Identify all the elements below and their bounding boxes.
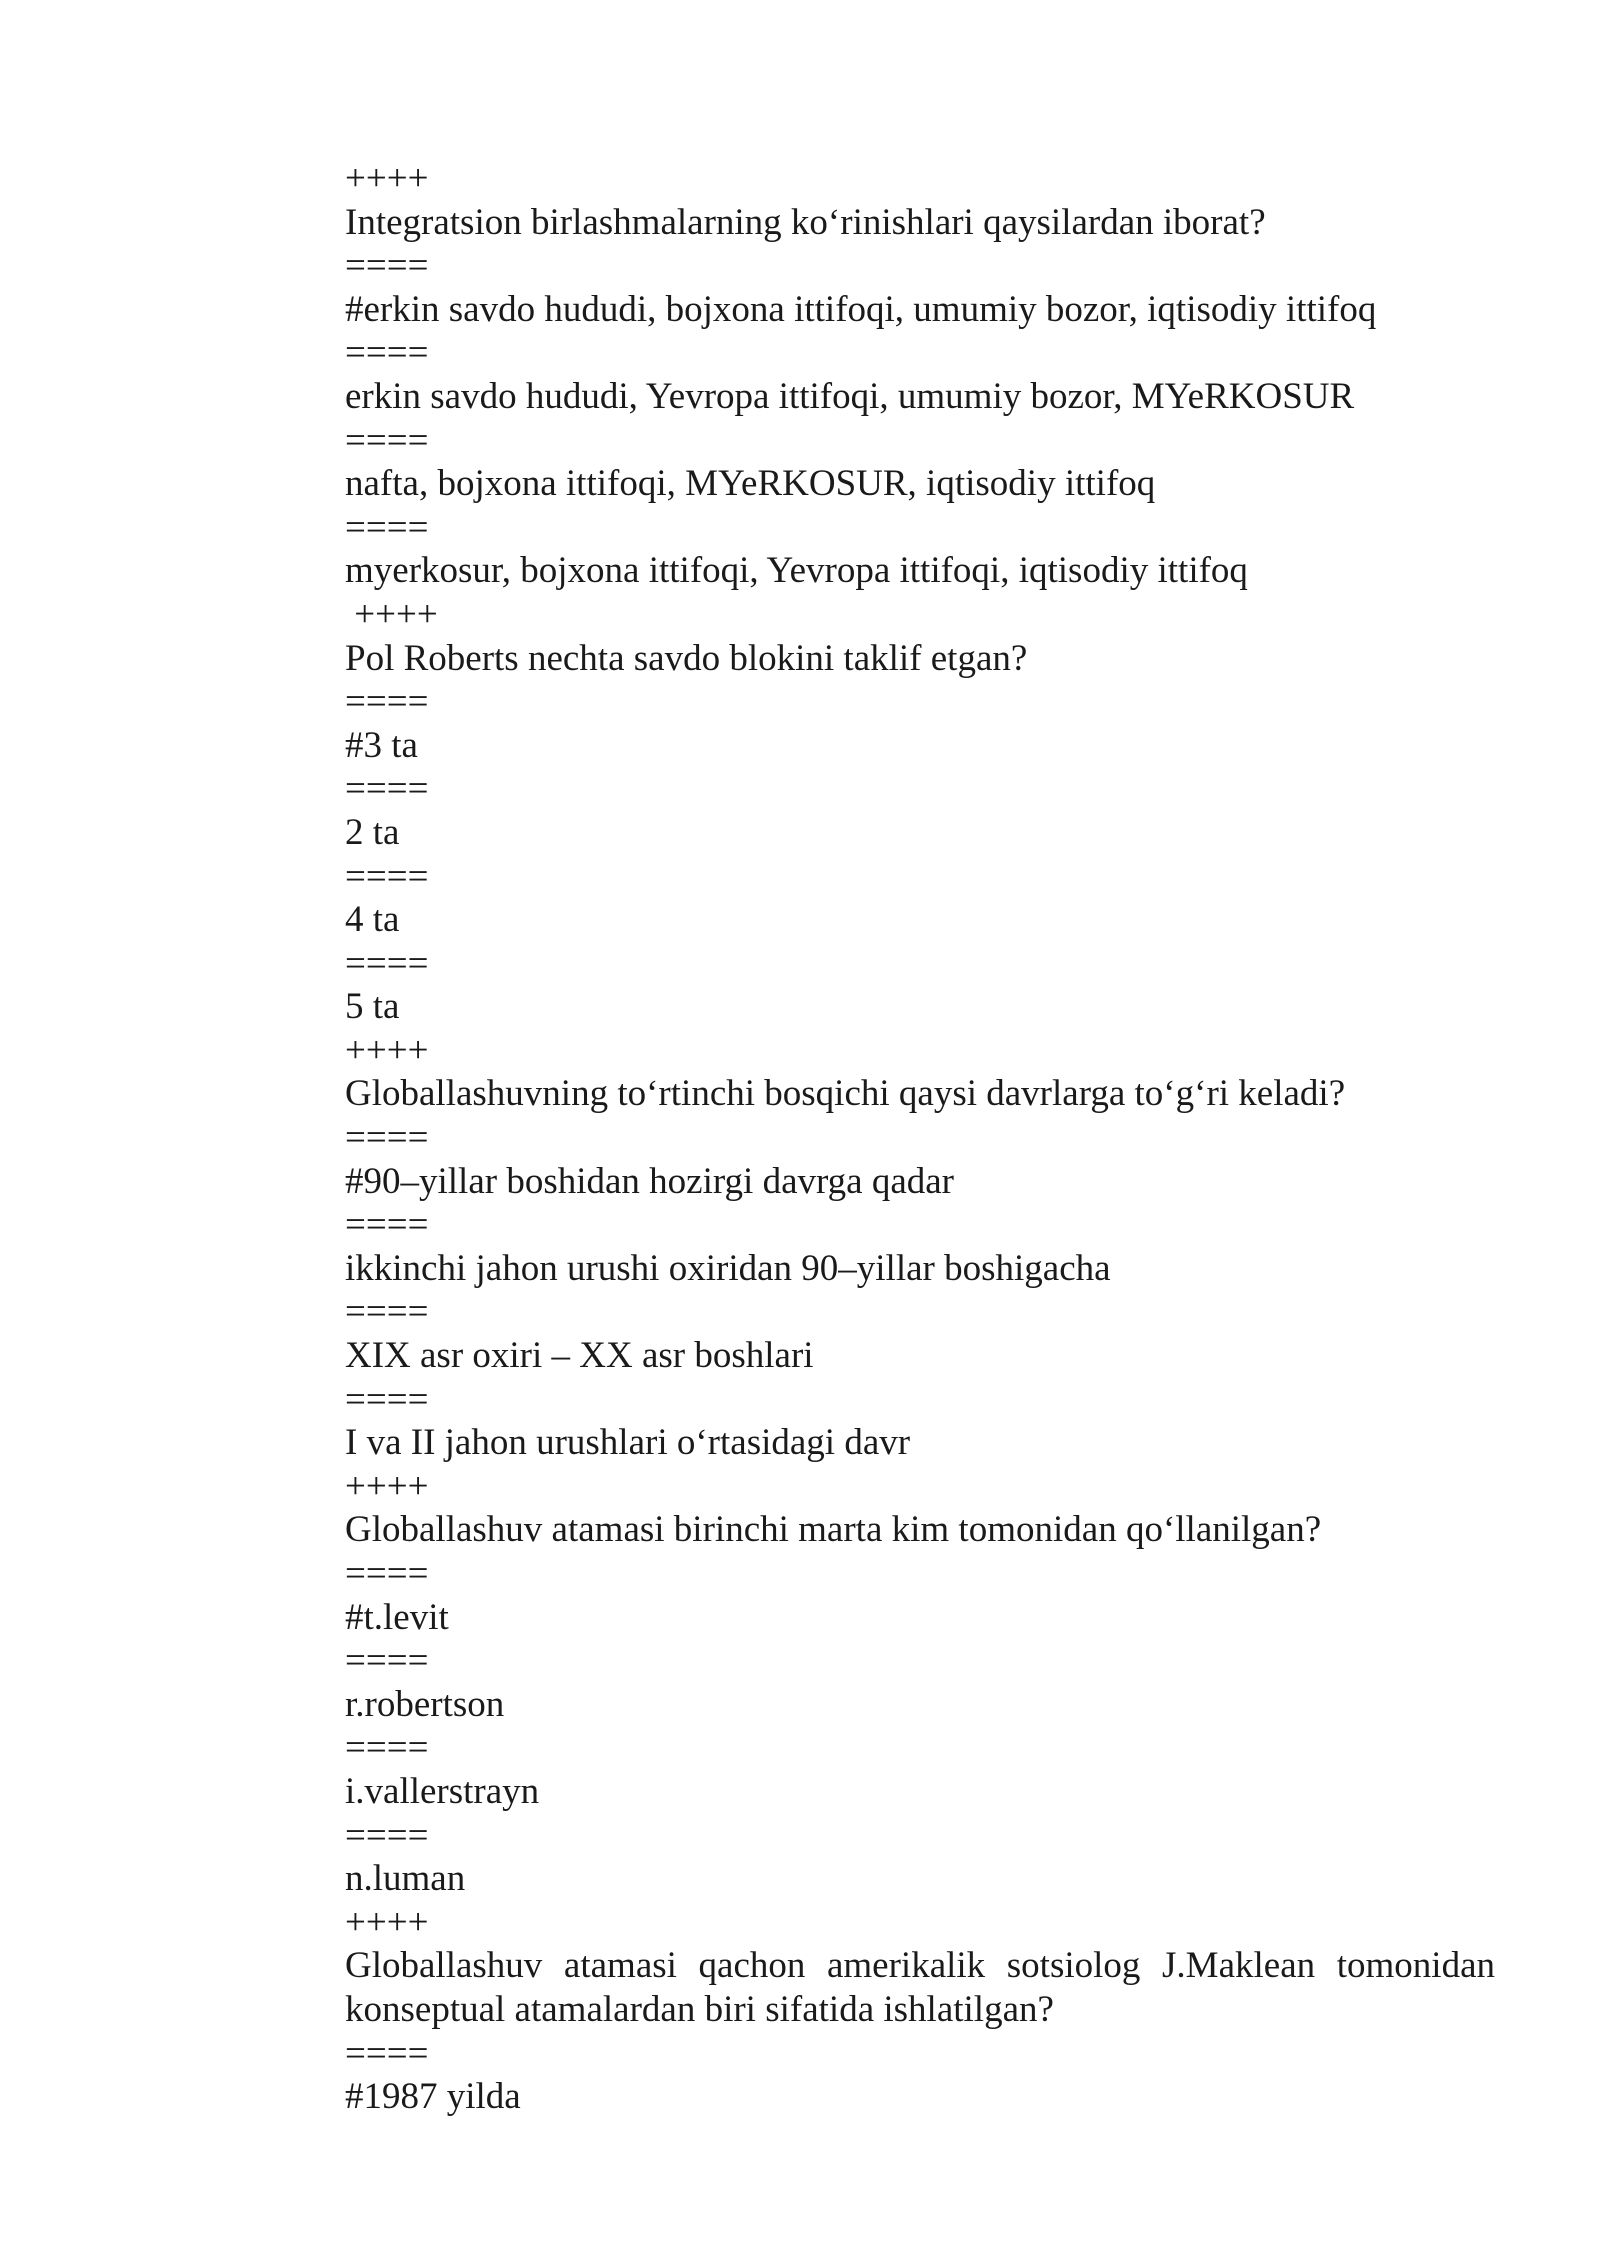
answer-option: erkin savdo hududi, Yevropa ittifoqi, umumiy bozor, MYeRKOSUR [345,375,1355,417]
question-text: Integratsion birlashmalarning ko‘rinishlari qaysilardan iborat? [345,201,1266,243]
answer-option: XIX asr oxiri – XX asr boshlari [345,1335,814,1377]
correct-answer: #erkin savdo hududi, bojxona ittifoqi, umumiy bozor, iqtisodiy ittifoq [345,288,1377,330]
question-separator: ++++ [345,1029,429,1071]
correct-answer: #t.levit [345,1596,449,1638]
answer-option: I va II jahon urushlari o‘rtasidagi davr [345,1422,911,1464]
answer-option: 4 ta [345,899,400,941]
question-text: Globallashuvning to‘rtinchi bosqichi qaysi davrlarga to‘g‘ri keladi? [345,1073,1346,1115]
answer-separator: ==== [345,1814,429,1856]
answer-option: n.luman [345,1858,466,1900]
correct-answer: #3 ta [345,724,418,766]
answer-separator: ==== [345,1640,429,1682]
answer-separator: ==== [345,681,429,723]
question-separator: ++++ [345,1465,429,1507]
answer-separator: ==== [345,855,429,897]
answer-separator: ==== [345,506,429,548]
answer-separator: ==== [345,2032,429,2074]
correct-answer: #90–yillar boshidan hozirgi davrga qadar [345,1160,954,1202]
answer-option: ikkinchi jahon urushi oxiridan 90–yillar boshigacha [345,1247,1111,1289]
question-text: Globallashuv atamasi qachon amerikalik sotsiolog J.Maklean tomonidan konseptual atamalardan biri sifatida ishlatilgan? [345,1945,1495,2030]
answer-separator: ==== [345,768,429,810]
question-separator: ++++ [345,1901,429,1943]
correct-answer: #1987 yilda [345,2076,521,2118]
question-text: Pol Roberts nechta savdo blokini taklif etgan? [345,637,1028,679]
answer-separator: ==== [345,1291,429,1333]
answer-option: 5 ta [345,986,400,1028]
answer-option: i.vallerstrayn [345,1770,540,1812]
question-separator: ++++ [345,158,429,199]
answer-separator: ==== [345,1117,429,1159]
answer-separator: ==== [345,1727,429,1769]
question-separator: ++++ [345,593,438,635]
answer-separator: ==== [345,942,429,984]
answer-separator: ==== [345,245,429,287]
answer-separator: ==== [345,419,429,461]
answer-option: nafta, bojxona ittifoqi, MYeRKOSUR, iqtisodiy ittifoq [345,463,1156,505]
answer-option: r.robertson [345,1683,505,1725]
answer-separator: ==== [345,1204,429,1246]
answer-separator: ==== [345,332,429,374]
answer-option: 2 ta [345,811,400,853]
document-body [345,157,1495,2119]
question-text: Globallashuv atamasi birinchi marta kim tomonidan qo‘llanilgan? [345,1509,1322,1551]
answer-separator: ==== [345,1378,429,1420]
answer-option: myerkosur, bojxona ittifoqi, Yevropa ittifoqi, iqtisodiy ittifoq [345,550,1248,592]
answer-separator: ==== [345,1553,429,1594]
